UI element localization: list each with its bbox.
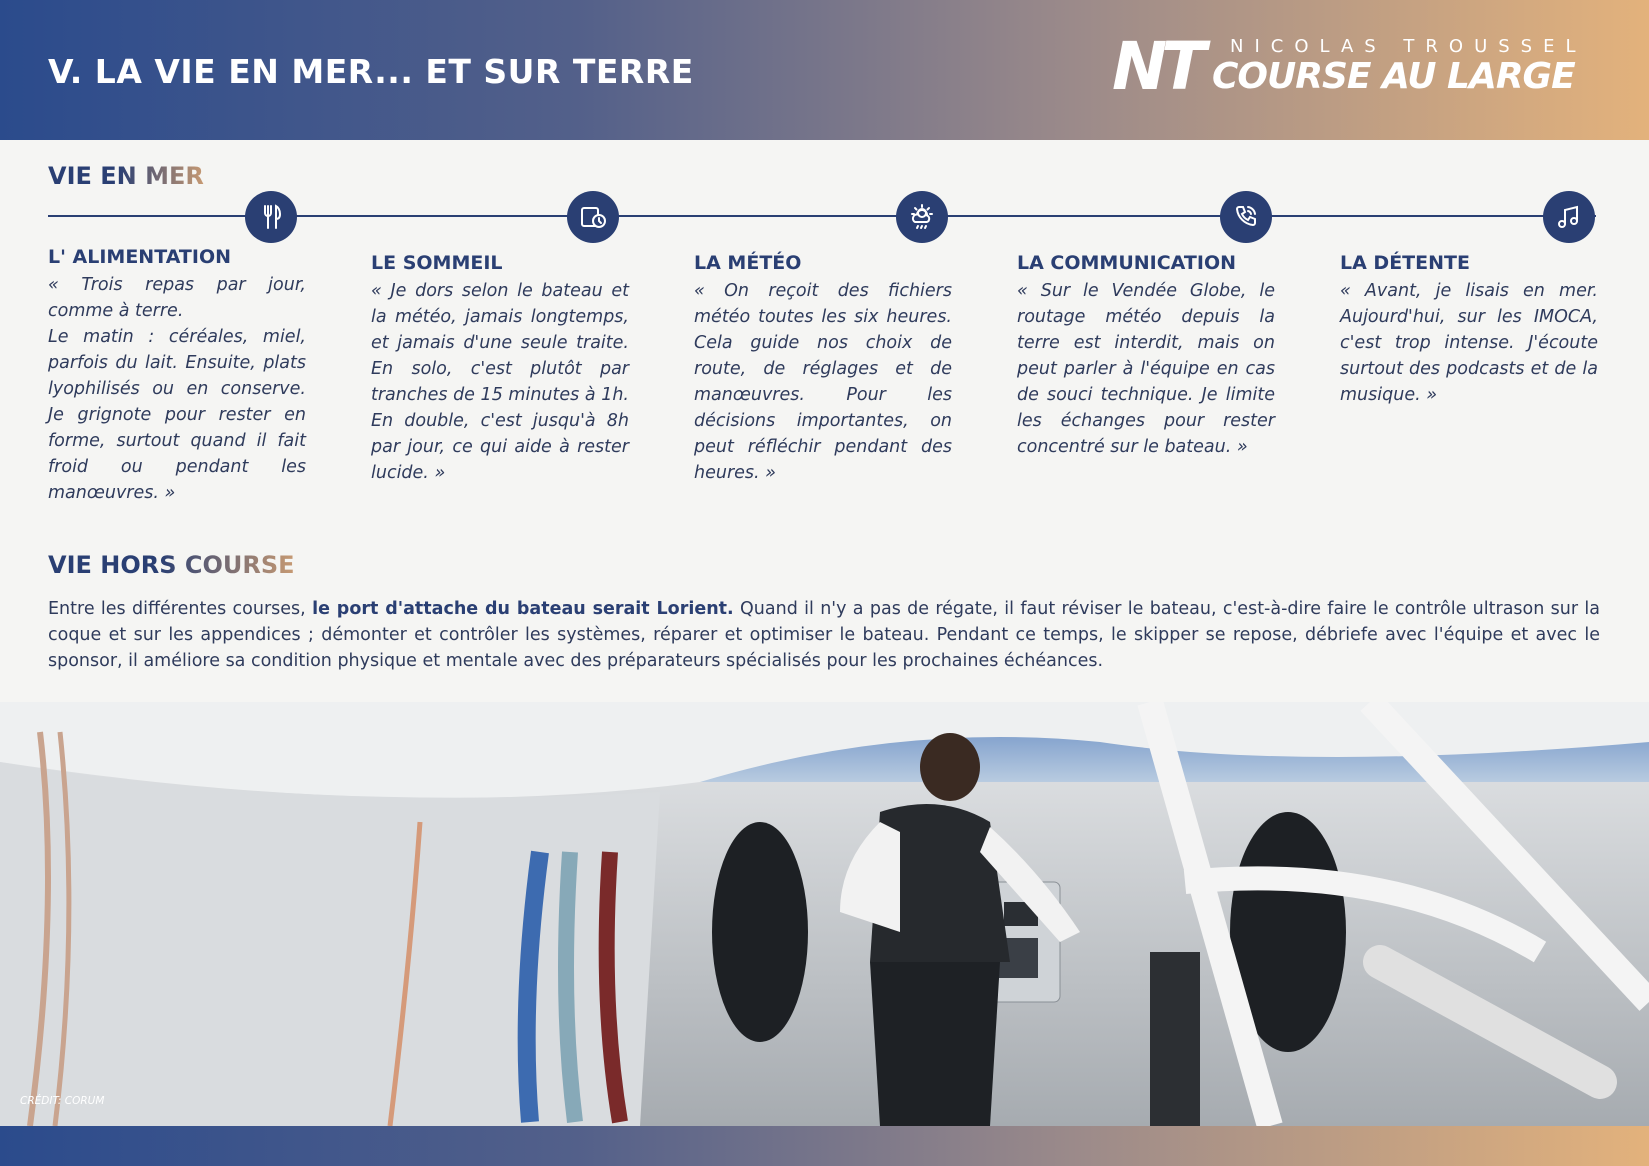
sea-item-text: « Je dors selon le bateau et la météo, jamais longtemps, et jamais d'une seule traite. En solo, c'est plutôt par tranches de 15 minutes à 1h. En double, c'est jusqu'à 8h par jour, ce qui aide à rester lucide. » bbox=[371, 281, 629, 483]
sea-item-title: LA MÉTÉO bbox=[694, 252, 802, 274]
phone-icon bbox=[1220, 191, 1272, 243]
sea-item-title: LA COMMUNICATION bbox=[1017, 252, 1236, 274]
sea-item-detente bbox=[1340, 252, 1598, 408]
shore-text-after: Quand il n'y a pas de régate, il faut réviser le bateau, c'est-à-dire faire le contrôle ultrason sur la coque et sur les appendices ; démonter et contrôler les systèmes, réparer et optimiser le bateau. Pendant ce temps, le skipper se repose, débriefe avec l'équipe et avec le sponsor, il améliore sa condition physique et mentale avec des préparateurs spécialisés pour les prochaines échéances. bbox=[48, 599, 1600, 671]
weather-icon bbox=[896, 191, 948, 243]
shore-text-before: Entre les différentes courses, bbox=[48, 599, 313, 619]
section-title-shore: VIE HORS COURSE bbox=[48, 551, 295, 579]
sea-item-text: « On reçoit des fichiers météo toutes les six heures. Cela guide nos choix de route, de réglages et de manœuvres. Pour les décisions importantes, on peut réfléchir pendant des heures. » bbox=[694, 281, 952, 483]
shore-text-bold: le port d'attache du bateau serait Lorient. bbox=[312, 599, 734, 619]
sea-item-text: « Sur le Vendée Globe, le routage météo depuis la terre est interdit, mais on peut parler à l'équipe en cas de souci technique. Je limite les échanges pour rester concentré sur le bateau. » bbox=[1017, 281, 1275, 457]
cockpit-illustration bbox=[0, 702, 1649, 1126]
sea-item-title: LE SOMMEIL bbox=[371, 252, 503, 274]
sea-item-title: L' ALIMENTATION bbox=[48, 246, 232, 268]
sea-item-text: « Trois repas par jour, comme à terre. Le matin : céréales, miel, parfois du lait. Ensuite, plats lyophilisés ou en conserve. Je grignote pour rester en forme, surtout quand il fait froid ou pendant les manœuvres. » bbox=[48, 275, 306, 503]
cutlery-icon bbox=[245, 191, 297, 243]
sea-item-communication bbox=[1017, 252, 1275, 460]
sea-item-sommeil bbox=[371, 252, 629, 486]
header-banner bbox=[0, 0, 1649, 140]
logo-mark: NT bbox=[1112, 28, 1201, 105]
sleep-clock-icon bbox=[567, 191, 619, 243]
shore-paragraph bbox=[48, 596, 1600, 674]
brand-logo bbox=[1112, 28, 1622, 106]
footer-bar bbox=[0, 1126, 1649, 1166]
logo-name: NICOLAS TROUSSEL bbox=[1230, 36, 1587, 57]
photo-credit: CRÉDIT: CORUM bbox=[20, 1095, 105, 1107]
page-title: V. LA VIE EN MER... ET SUR TERRE bbox=[48, 52, 694, 91]
logo-tagline: COURSE AU LARGE bbox=[1212, 56, 1575, 97]
sea-item-meteo bbox=[694, 252, 952, 486]
section-title-sea: VIE EN MER bbox=[48, 162, 204, 190]
sea-item-text: « Avant, je lisais en mer. Aujourd'hui, sur les IMOCA, c'est trop intense. J'écoute surtout des podcasts et de la musique. » bbox=[1340, 281, 1598, 405]
sea-item-title: LA DÉTENTE bbox=[1340, 252, 1470, 274]
sea-item-alimentation bbox=[48, 246, 306, 506]
music-note-icon bbox=[1543, 191, 1595, 243]
cockpit-photo bbox=[0, 702, 1649, 1126]
